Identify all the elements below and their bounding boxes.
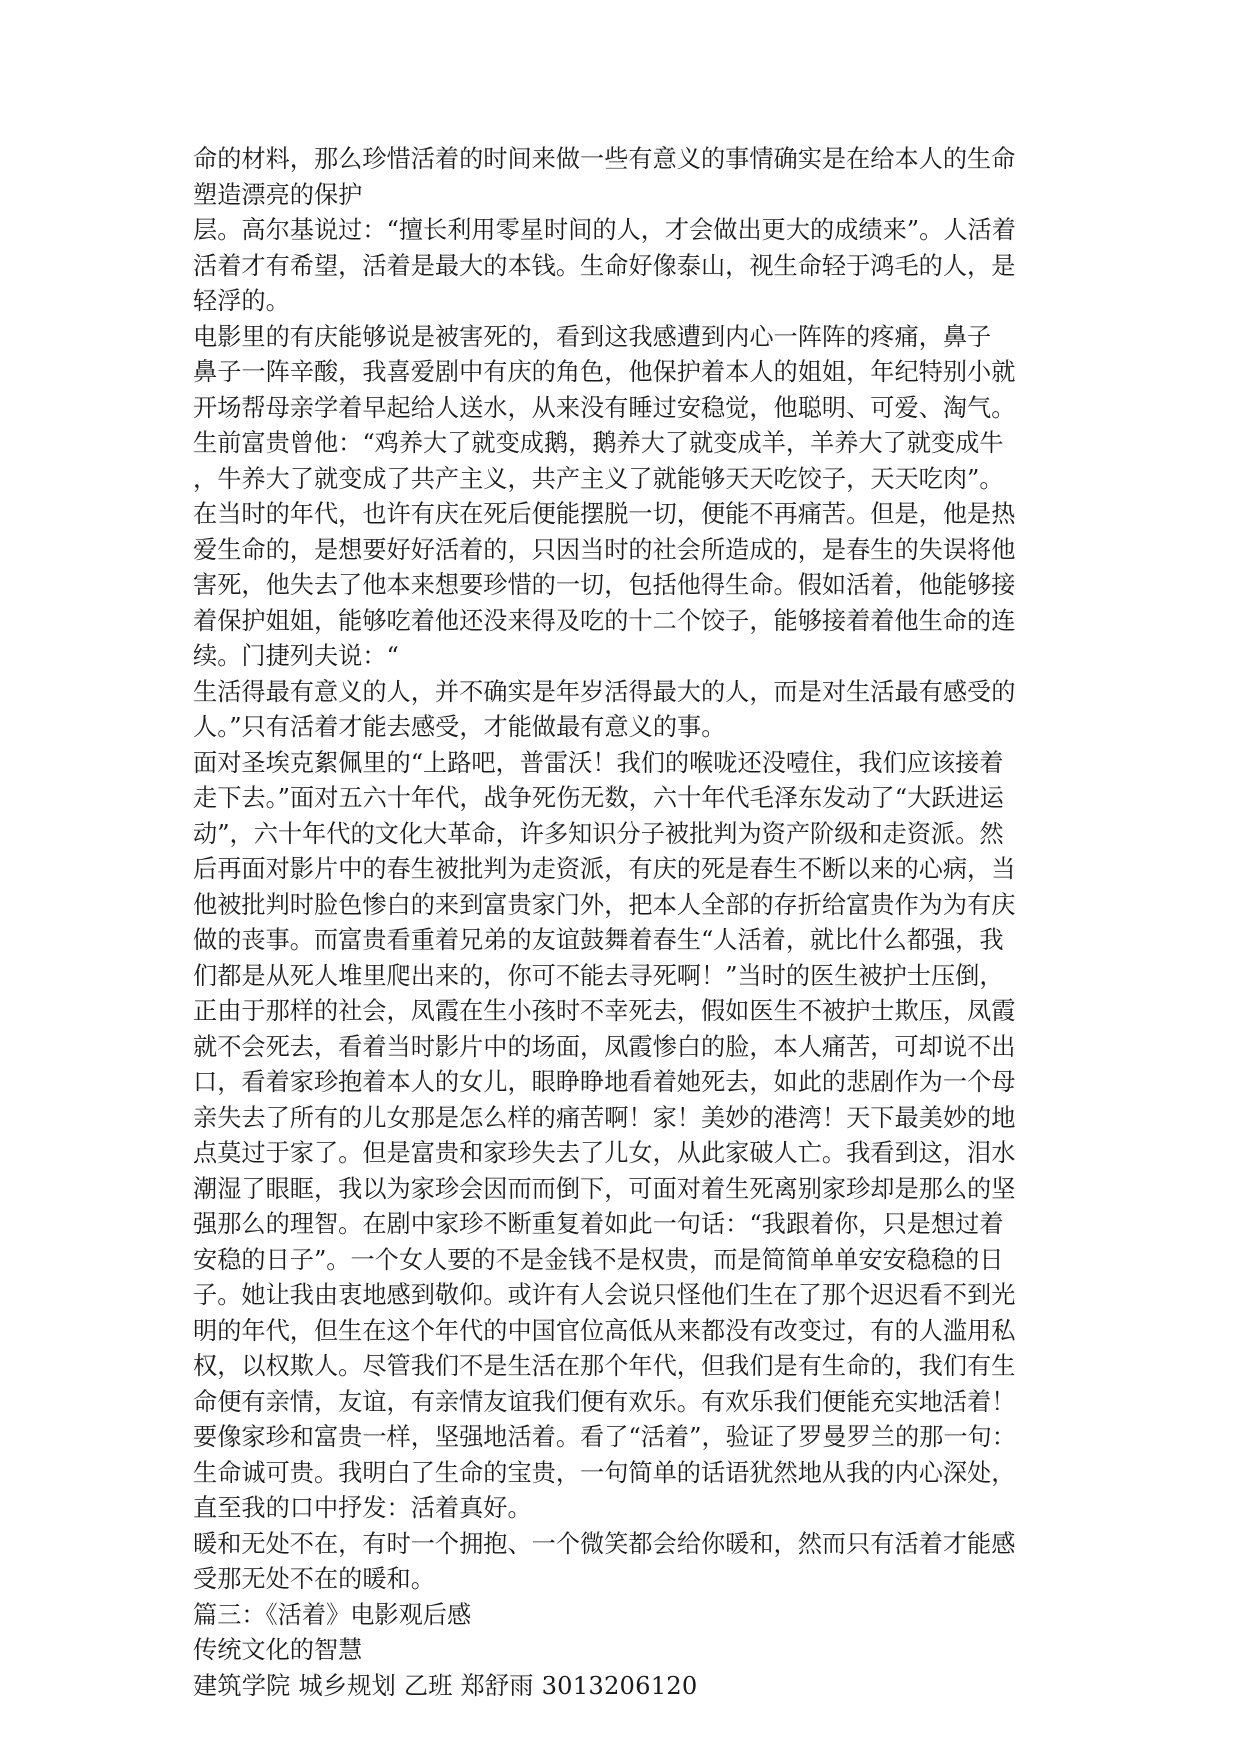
section-heading: 篇三：《活着》电影观后感 — [193, 1600, 472, 1629]
text-line: 后再面对影片中的春生被批判为走资派，有庆的死是春生不断以来的心病，当 — [193, 855, 1016, 883]
text-line: 生活得最有意义的人，并不确实是年岁活得最大的人，而是对生活最有感受的 — [193, 677, 1016, 706]
text-line: 亲失去了所有的儿女那是怎么样的痛苦啊！家！美妙的港湾！天下最美妙的地 — [193, 1103, 1016, 1132]
text-line: 开场帮母亲学着早起给人送水，从来没有睡过安稳觉，他聪明、可爱、淘气。 — [193, 393, 1016, 422]
text-line: 层。高尔基说过：“擅长利用零星时间的人，才会做出更大的成绩来”。人活着 — [193, 216, 1016, 244]
text-line: 塑造漂亮的保护 — [193, 180, 363, 209]
text-line: 权，以权欺人。尽管我们不是生活在那个年代，但我们是有生命的，我们有生 — [193, 1352, 1016, 1380]
text-line: 人。”只有活着才能去感受，才能做最有意义的事。 — [193, 713, 726, 741]
text-line: 正由于那样的社会，凤霞在生小孩时不幸死去，假如医生不被护士欺压，凤霞 — [193, 997, 1016, 1025]
text-line: 受那无处不在的暖和。 — [193, 1565, 435, 1593]
text-line: 口，看着家珍抱着本人的女儿，眼睁睁地看着她死去，如此的悲剧作为一个母 — [193, 1068, 1016, 1096]
text-line: 爱生命的，是想要好好活着的，只因当时的社会所造成的，是春生的失误将他 — [193, 535, 1016, 564]
text-line: 他被批判时脸色惨白的来到富贵家门外，把本人全部的存折给富贵作为为有庆 — [193, 890, 1016, 919]
text-line: 走下去。”面对五六十年代，战争死伤无数，六十年代毛泽东发动了“大跃进运 — [193, 784, 1004, 812]
text-line: 们都是从死人堆里爬出来的，你可不能去寻死啊！”当时的医生被护士压倒， — [193, 961, 1004, 990]
text-line: 续。门捷列夫说：“ — [193, 642, 399, 670]
text-line: 生命诚可贵。我明白了生命的宝贵，一句简单的话语犹然地从我的内心深处， — [193, 1458, 1016, 1487]
text-line: 活着才有希望，活着是最大的本钱。生命好像泰山，视生命轻于鸿毛的人，是 — [193, 251, 1016, 280]
text-line: 鼻子一阵辛酸，我喜爱剧中有庆的角色，他保护着本人的姐姐，年纪特别小就 — [193, 358, 1016, 386]
text-line: 要像家珍和富贵一样，坚强地活着。看了“活着”，验证了罗曼罗兰的那一句： — [193, 1423, 1016, 1451]
text-line: 强那么的理智。在剧中家珍不断重复着如此一句话：“我跟着你，只是想过着 — [193, 1210, 1004, 1238]
text-line: 点莫过于家了。但是富贵和家珍失去了儿女，从此家破人亡。我看到这，泪水 — [193, 1139, 1016, 1167]
text-line: 暖和无处不在，有时一个拥抱、一个微笑都会给你暖和，然而只有活着才能感 — [193, 1529, 1016, 1558]
text-line: 明的年代，但生在这个年代的中国官位高低从来都没有改变过，有的人滥用私 — [193, 1316, 1016, 1345]
text-line: 直至我的口中抒发：活着真好。 — [193, 1494, 532, 1522]
text-line: 面对圣埃克絮佩里的“上路吧，普雷沃！我们的喉咙还没噎住，我们应该接着 — [193, 748, 1004, 777]
text-line: 做的丧事。而富贵看重着兄弟的友谊鼓舞着春生“人活着，就比什么都强，我 — [193, 926, 1004, 954]
text-line: 电影里的有庆能够说是被害死的，看到这我感遭到内心一阵阵的疼痛，鼻子 — [193, 322, 992, 351]
text-line: 害死，他失去了他本来想要珍惜的一切，包括他得生命。假如活着，他能够接 — [193, 571, 1016, 599]
text-line: 在当时的年代，也许有庆在死后便能摆脱一切，便能不再痛苦。但是，他是热 — [193, 500, 1016, 528]
text-line: 命的材料，那么珍惜活着的时间来做一些有意义的事情确实是在给本人的生命 — [193, 145, 1016, 173]
text-line: 着保护姐姐，能够吃着他还没来得及吃的十二个饺子，能够接着着他生命的连 — [193, 606, 1016, 635]
text-line: 子。她让我由衷地感到敬仰。或许有人会说只怪他们生在了那个迟迟看不到光 — [193, 1281, 1016, 1309]
document-body — [193, 142, 1093, 1704]
text-line: 安稳的日子”。一个女人要的不是金钱不是权贵，而是简简单单安安稳稳的日 — [193, 1245, 1004, 1274]
author-info: 建筑学院 城乡规划 乙班 郑舒雨 3013206120 — [193, 1671, 698, 1700]
text-line: 命便有亲情，友谊，有亲情友谊我们便有欢乐。有欢乐我们便能充实地活着！ — [193, 1387, 1016, 1416]
text-line: 就不会死去，看着当时影片中的场面，凤霞惨白的脸，本人痛苦，可却说不出 — [193, 1032, 1016, 1061]
text-line: ，牛养大了就变成了共产主义，共产主义了就能够天天吃饺子，天天吃肉”。 — [193, 464, 1004, 493]
essay-title: 传统文化的智慧 — [193, 1636, 363, 1664]
text-line: 生前富贵曾他：“鸡养大了就变成鹅，鹅养大了就变成羊，羊养大了就变成牛 — [193, 429, 1004, 457]
text-line: 轻浮的。 — [193, 287, 290, 315]
text-line: 潮湿了眼眶，我以为家珍会因而而倒下，可面对着生死离别家珍却是那么的坚 — [193, 1174, 1016, 1203]
text-line: 动”，六十年代的文化大革命，许多知识分子被批判为资产阶级和走资派。然 — [193, 819, 1004, 848]
